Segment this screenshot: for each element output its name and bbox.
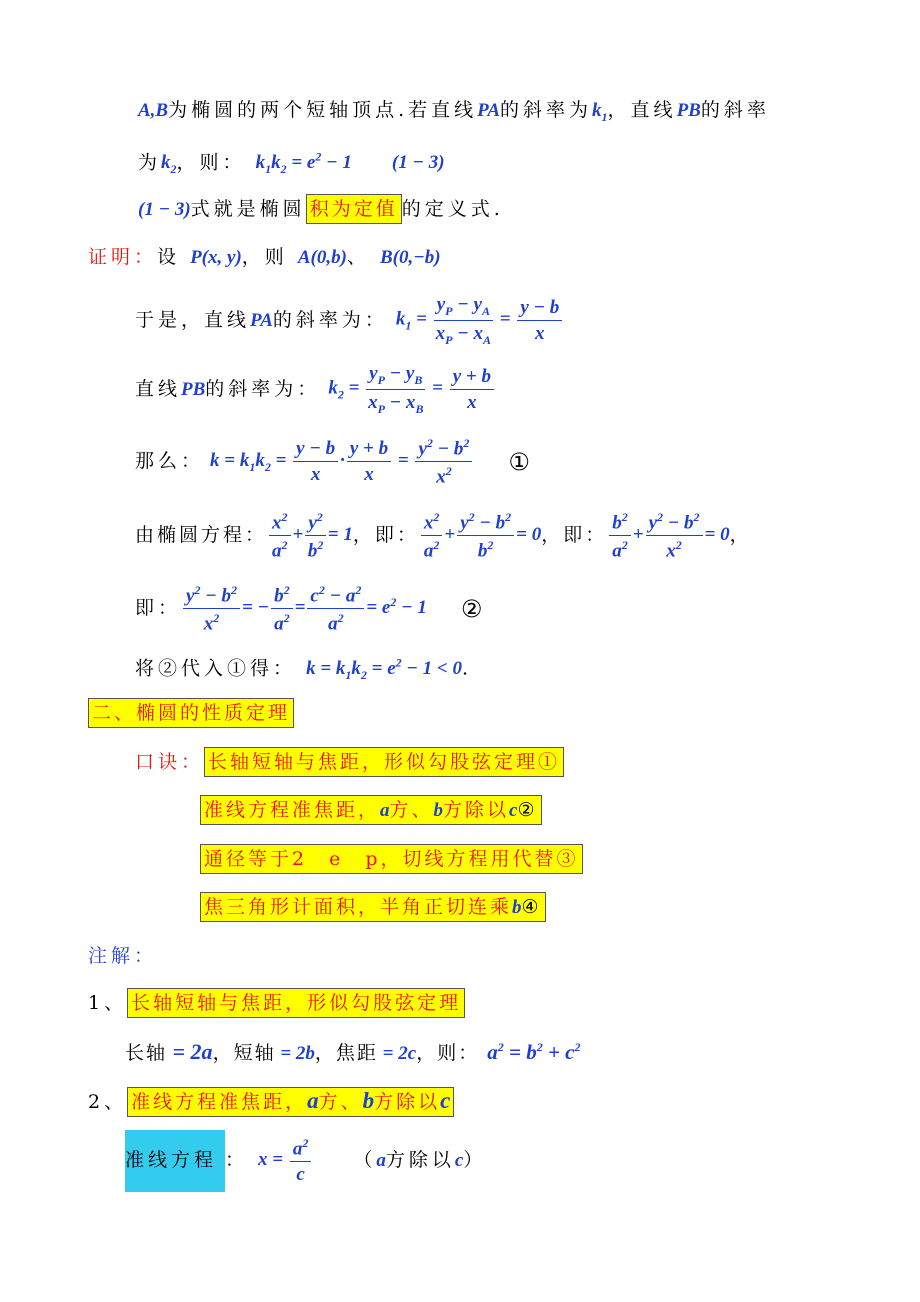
mnemonic-line-4 [200, 898, 546, 917]
mnemonic-label: 口诀： [135, 751, 205, 773]
section-2-heading [88, 704, 294, 723]
proof-label: 证明： [88, 246, 158, 268]
text: 的定义式. [401, 198, 504, 220]
mnemonic-line-3 [200, 850, 583, 869]
text: 的斜率为 [500, 99, 593, 121]
line-2 [138, 151, 445, 175]
math-pa: PA [477, 100, 501, 121]
math-k2: $k_2$ [161, 152, 177, 177]
math-point-b: B(0,−b) [379, 247, 441, 268]
text: ，即： [352, 524, 419, 547]
slope-pb-line [135, 364, 496, 415]
text: . [462, 657, 473, 680]
mnemonic-1: 长轴短轴与焦距，形似勾股弦定理① [204, 747, 564, 777]
directrix-label: 准线方程 [125, 1149, 218, 1172]
slope-pa-line [135, 295, 564, 346]
equation-tag: (1 − 3) [138, 199, 191, 220]
note-1-highlight: 长轴短轴与焦距，形似勾股弦定理 [127, 988, 465, 1018]
text: ，则 [241, 246, 288, 268]
marker-2: ② [460, 594, 487, 623]
eccentricity-formula: $\frac{y^2 - b^2}{x^2}$ = − $\frac{b^2}{a^2}$ = $\frac{c^2 - a^2}{a^2}$ = $e^2 - 1$ [181, 584, 427, 634]
marker-1: ① [508, 447, 534, 476]
mnemonic-line-2 [200, 801, 542, 820]
note-1 [88, 994, 465, 1013]
math-pb: PB [181, 378, 206, 400]
text: 式就是椭圆 [190, 198, 306, 220]
math-ab: A,B [138, 100, 169, 121]
slope-pa-formula: $k_1$ = $\frac{y_P - y_A}{x_P - x_A}$ = $\frac{y - b}{x}$ [396, 295, 564, 346]
line-1 [138, 101, 770, 123]
math-point-p: P(x, y) [190, 247, 242, 268]
text: 为椭圆的两个短轴顶点.若直线 [168, 99, 478, 121]
text: ，直线 [607, 99, 677, 121]
equation-tag: (1 − 3) [391, 152, 445, 174]
text: 1、 [88, 992, 128, 1014]
text: 的斜率 [700, 99, 770, 121]
math-pa: PA [250, 309, 273, 331]
section-title: 二、椭圆的性质定理 [88, 698, 294, 728]
text: 的斜率为： [205, 377, 321, 400]
text: 于是，直线 [135, 308, 251, 331]
text: ，短轴 [212, 1042, 276, 1064]
note-1-body: 长轴 = 2a，短轴 = 2b，焦距 = 2c，则： $a^2 = b^2 + c^2$ [125, 1039, 581, 1064]
text: 由椭圆方程： [135, 524, 268, 547]
directrix-line [125, 1137, 486, 1184]
ellipse-formula-3: $\frac{b^2}{a^2}$ + $\frac{y^2 - b^2}{x^2}$ = 0 [607, 511, 729, 561]
text: ： [225, 1149, 249, 1172]
text: 为 [138, 151, 162, 174]
note-2-highlight: 准线方程准焦距，a方、b方除以c [127, 1087, 454, 1117]
mnemonic-2: 准线方程准焦距，a方、b方除以c② [200, 795, 542, 825]
ellipse-line [135, 511, 752, 561]
text: ，则： [416, 1042, 480, 1064]
slope-pb-formula: $k_2$ = $\frac{y_P - y_B}{x_P - x_B}$ = $\frac{y + b}{x}$ [328, 364, 496, 415]
text: ，则： [176, 151, 246, 174]
text: 直线 [135, 377, 182, 400]
mnemonic-3: 通径等于2 e p，切线方程用代替③ [200, 844, 583, 874]
mnemonic-line-1 [135, 753, 564, 772]
notes-label: 注解： [88, 945, 158, 967]
directrix-formula: x = $\frac{a^2}{c}$ [258, 1137, 313, 1184]
ellipse-formula-1: $\frac{x^2}{a^2}$ + $\frac{y^2}{b^2}$ = 1 [267, 511, 353, 561]
mnemonic-4: 焦三角形计面积，半角正切连乘b④ [200, 892, 546, 922]
text: ， [729, 524, 752, 547]
directrix-note: （a方除以c） [353, 1149, 487, 1172]
text: 、 [346, 246, 370, 268]
note-2 [88, 1089, 454, 1112]
text: ，焦距 [314, 1042, 378, 1064]
ji-line [135, 584, 486, 634]
result-formula: $k = k_1k_2 = e^2 - 1 < 0$ [306, 656, 462, 683]
text: 设 [157, 246, 181, 268]
product-formula: $k = k_1k_2$ = $\frac{y - b}{x}$ · $\frac{y + b}{x}$ = $\frac{y^2 - b^2}{x^2}$ [210, 437, 474, 487]
substitution-line [135, 657, 472, 681]
ellipse-formula-2: $\frac{x^2}{a^2}$ + $\frac{y^2 - b^2}{b^2}$ = 0 [419, 511, 541, 561]
then-line [135, 437, 534, 487]
text: 的斜率为： [272, 308, 388, 331]
equation-k1k2: $k_1k_2 = e^2 - 1$ [255, 150, 352, 177]
text: 长轴 [125, 1042, 168, 1064]
text: ，即： [541, 524, 608, 547]
text: 将②代入①得： [135, 657, 297, 680]
math-pb: PB [676, 100, 701, 121]
line-3 [138, 200, 504, 219]
proof-line [88, 248, 441, 267]
highlight-constant-product: 积为定值 [306, 194, 402, 224]
text: 那么： [135, 450, 205, 473]
text: 2、 [88, 1091, 128, 1113]
math-k1: $k_1$ [592, 100, 608, 124]
math-point-a: A(0,b) [297, 247, 347, 268]
text: 即： [135, 597, 182, 620]
